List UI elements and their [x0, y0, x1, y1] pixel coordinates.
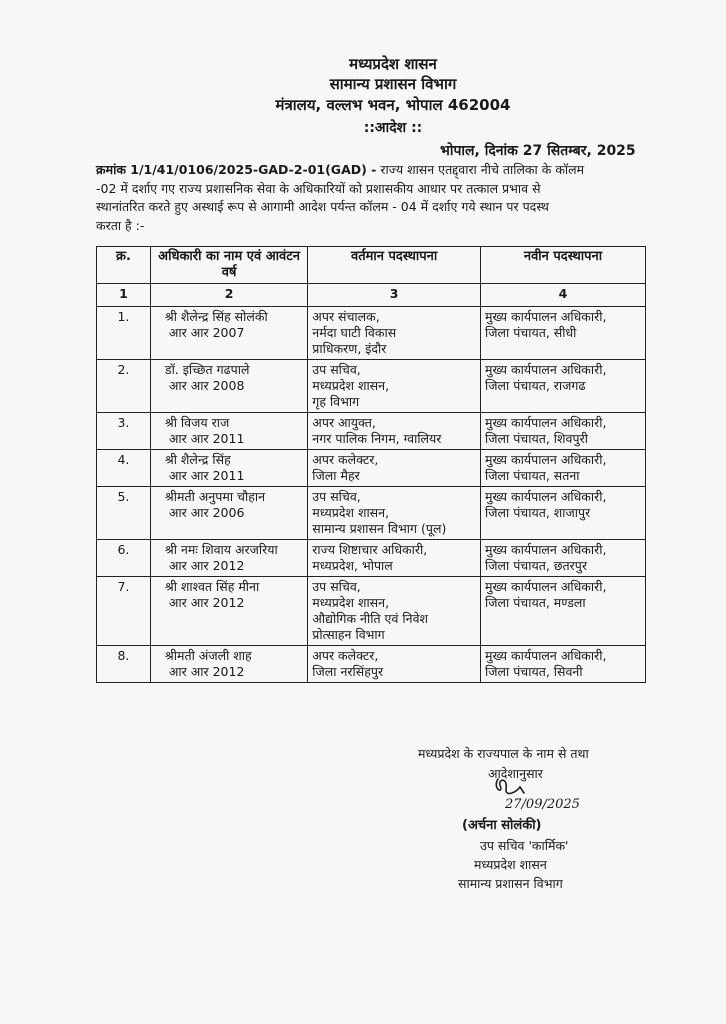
officer-name: श्रीमती अनुपमा चौहान [164, 489, 266, 504]
row-serial: 3. [97, 413, 151, 450]
officer-cell [150, 646, 307, 683]
current-posting-line: औद्योगिक नीति एवं निवेश [312, 611, 429, 626]
order-line-2: -02 में दर्शाए गए राज्य प्रशासनिक सेवा के अधिकारियों को प्रशासकीय आधार पर तत्काल प्रभाव से [96, 180, 541, 196]
new-posting-cell [481, 360, 646, 413]
table-row [97, 540, 646, 577]
current-posting-line: अपर संचालक, [312, 309, 380, 324]
row-serial: 6. [97, 540, 151, 577]
signature-line-1: मध्यप्रदेश के राज्यपाल के नाम से तथा [418, 746, 589, 761]
officer-batch: आर आर 2012 [168, 664, 245, 679]
new-posting-line: जिला पंचायत, छतरपुर [485, 558, 588, 573]
table-row [97, 360, 646, 413]
current-posting-line: राज्य शिष्टाचार अधिकारी, [312, 542, 428, 557]
current-posting-cell [308, 540, 481, 577]
row-serial: 5. [97, 487, 151, 540]
officer-batch: आर आर 2012 [168, 595, 245, 610]
header-address: मंत्रालय, वल्लभ भवन, भोपाल 462004 [275, 96, 511, 114]
current-posting-line: उप सचिव, [312, 362, 361, 377]
officer-batch: आर आर 2012 [168, 558, 245, 573]
new-posting-cell [481, 413, 646, 450]
current-posting-cell [308, 413, 481, 450]
officer-cell [150, 577, 307, 646]
new-posting-line: मुख्य कार्यपालन अधिकारी, [485, 489, 607, 504]
current-posting-line: सामान्य प्रशासन विभाग (पूल) [312, 521, 447, 536]
row-serial: 8. [97, 646, 151, 683]
officer-cell [150, 307, 307, 360]
officer-name: श्री शैलेन्द्र सिंह सोलंकी [164, 309, 268, 324]
officer-name: डॉ. इच्छित गढपाले [164, 362, 250, 377]
new-posting-line: जिला पंचायत, शिवपुरी [485, 431, 588, 446]
signature-line-2: आदेशानुसार [488, 766, 543, 781]
officer-batch: आर आर 2008 [168, 378, 245, 393]
transfer-table [96, 246, 646, 683]
order-line-1-text: राज्य शासन एतद्द्वारा नीचे तालिका के कॉलम [376, 162, 585, 177]
current-posting-line: प्राधिकरण, इंदौर [312, 341, 387, 356]
officer-batch: आर आर 2011 [168, 468, 245, 483]
signatory-office: मध्यप्रदेश शासन [474, 857, 547, 872]
table-row [97, 646, 646, 683]
signatory-department: सामान्य प्रशासन विभाग [458, 876, 563, 891]
current-posting-cell [308, 360, 481, 413]
officer-cell [150, 450, 307, 487]
new-posting-line: मुख्य कार्यपालन अधिकारी, [485, 415, 607, 430]
new-posting-line: मुख्य कार्यपालन अधिकारी, [485, 309, 607, 324]
order-line-3: स्थानांतरित करते हुए अस्थाई रूप से आगामी आदेश पर्यन्त कॉलम - 04 में दर्शाए गये स्थान पर पदस्थ [96, 199, 549, 214]
officer-cell [150, 487, 307, 540]
header-current: वर्तमान पदस्थापना [308, 247, 481, 284]
current-posting-line: उप सचिव, [312, 579, 361, 594]
new-posting-line: मुख्य कार्यपालन अधिकारी, [485, 579, 607, 594]
officer-cell [150, 360, 307, 413]
officer-batch: आर आर 2006 [168, 505, 245, 520]
new-posting-line: जिला पंचायत, सिवनी [485, 664, 583, 679]
new-posting-cell [481, 307, 646, 360]
current-posting-line: नर्मदा घाटी विकास [312, 325, 397, 340]
new-posting-line: जिला पंचायत, शाजापुर [485, 505, 591, 520]
current-posting-cell [308, 487, 481, 540]
order-line-4: करता है :- [96, 217, 145, 233]
order-date: भोपाल, दिनांक 27 सितम्बर, 2025 [440, 143, 636, 159]
current-posting-cell [308, 307, 481, 360]
new-posting-cell [481, 540, 646, 577]
new-posting-line: मुख्य कार्यपालन अधिकारी, [485, 648, 607, 663]
new-posting-cell [481, 646, 646, 683]
col-number: 3 [308, 284, 481, 307]
current-posting-line: नगर पालिक निगम, ग्वालियर [312, 431, 442, 446]
row-serial: 4. [97, 450, 151, 487]
officer-name: श्री विजय राज [164, 415, 230, 430]
current-posting-line: मध्यप्रदेश शासन, [312, 505, 390, 520]
officer-name: श्रीमती अंजली शाह [164, 648, 252, 663]
table-row [97, 413, 646, 450]
officer-name: श्री शाश्वत सिंह मीना [164, 579, 260, 594]
current-posting-line: प्रोत्साहन विभाग [312, 627, 385, 642]
col-number: 1 [97, 284, 151, 307]
header-sn: क्र. [97, 247, 151, 284]
current-posting-line: अपर कलेक्टर, [312, 648, 379, 663]
current-posting-line: उप सचिव, [312, 489, 361, 504]
header-name: अधिकारी का नाम एवं आवंटन वर्ष [150, 247, 307, 284]
officer-batch: आर आर 2011 [168, 431, 245, 446]
current-posting-line: मध्यप्रदेश शासन, [312, 378, 390, 393]
current-posting-line: मध्यप्रदेश, भोपाल [312, 558, 393, 573]
col-number: 4 [481, 284, 646, 307]
column-number-row [97, 284, 646, 307]
new-posting-line: जिला पंचायत, मण्डला [485, 595, 586, 610]
row-serial: 7. [97, 577, 151, 646]
signatory-name: (अर्चना सोलंकी) [462, 818, 542, 833]
new-posting-line: जिला पंचायत, राजगढ [485, 378, 586, 393]
current-posting-cell [308, 646, 481, 683]
new-posting-line: मुख्य कार्यपालन अधिकारी, [485, 362, 607, 377]
current-posting-line: मध्यप्रदेश शासन, [312, 595, 390, 610]
table-row [97, 577, 646, 646]
new-posting-cell [481, 487, 646, 540]
signatory-designation: उप सचिव 'कार्मिक' [480, 838, 569, 853]
current-posting-line: जिला नरसिंहपुर [312, 664, 384, 679]
order-paragraph [96, 161, 656, 235]
new-posting-cell [481, 577, 646, 646]
header-new: नवीन पदस्थापना [481, 247, 646, 284]
col-number: 2 [150, 284, 307, 307]
row-serial: 2. [97, 360, 151, 413]
table-row [97, 307, 646, 360]
signature-date: 27/09/2025 [505, 797, 580, 812]
header-department: सामान्य प्रशासन विभाग [329, 75, 457, 93]
officer-batch: आर आर 2007 [168, 325, 245, 340]
order-number: क्रमांक 1/1/41/0106/2025-GAD-2-01(GAD) - [96, 162, 377, 177]
new-posting-line: मुख्य कार्यपालन अधिकारी, [485, 452, 607, 467]
current-posting-cell [308, 577, 481, 646]
new-posting-line: मुख्य कार्यपालन अधिकारी, [485, 542, 607, 557]
table-row [97, 450, 646, 487]
current-posting-cell [308, 450, 481, 487]
officer-name: श्री नमः शिवाय अरजरिया [164, 542, 278, 557]
header-govt: मध्यप्रदेश शासन [349, 55, 437, 73]
new-posting-line: जिला पंचायत, सतना [485, 468, 580, 483]
table-row [97, 487, 646, 540]
current-posting-line: गृह विभाग [312, 394, 360, 409]
current-posting-line: जिला मैहर [312, 468, 360, 483]
officer-name: श्री शैलेन्द्र सिंह [164, 452, 231, 467]
header-order-title: ::आदेश :: [363, 120, 423, 136]
current-posting-line: अपर आयुक्त, [312, 415, 376, 430]
table-header-row [97, 247, 646, 284]
order-line-1 [96, 161, 656, 180]
current-posting-line: अपर कलेक्टर, [312, 452, 379, 467]
officer-cell [150, 413, 307, 450]
new-posting-line: जिला पंचायत, सीधी [485, 325, 577, 340]
officer-cell [150, 540, 307, 577]
row-serial: 1. [97, 307, 151, 360]
new-posting-cell [481, 450, 646, 487]
